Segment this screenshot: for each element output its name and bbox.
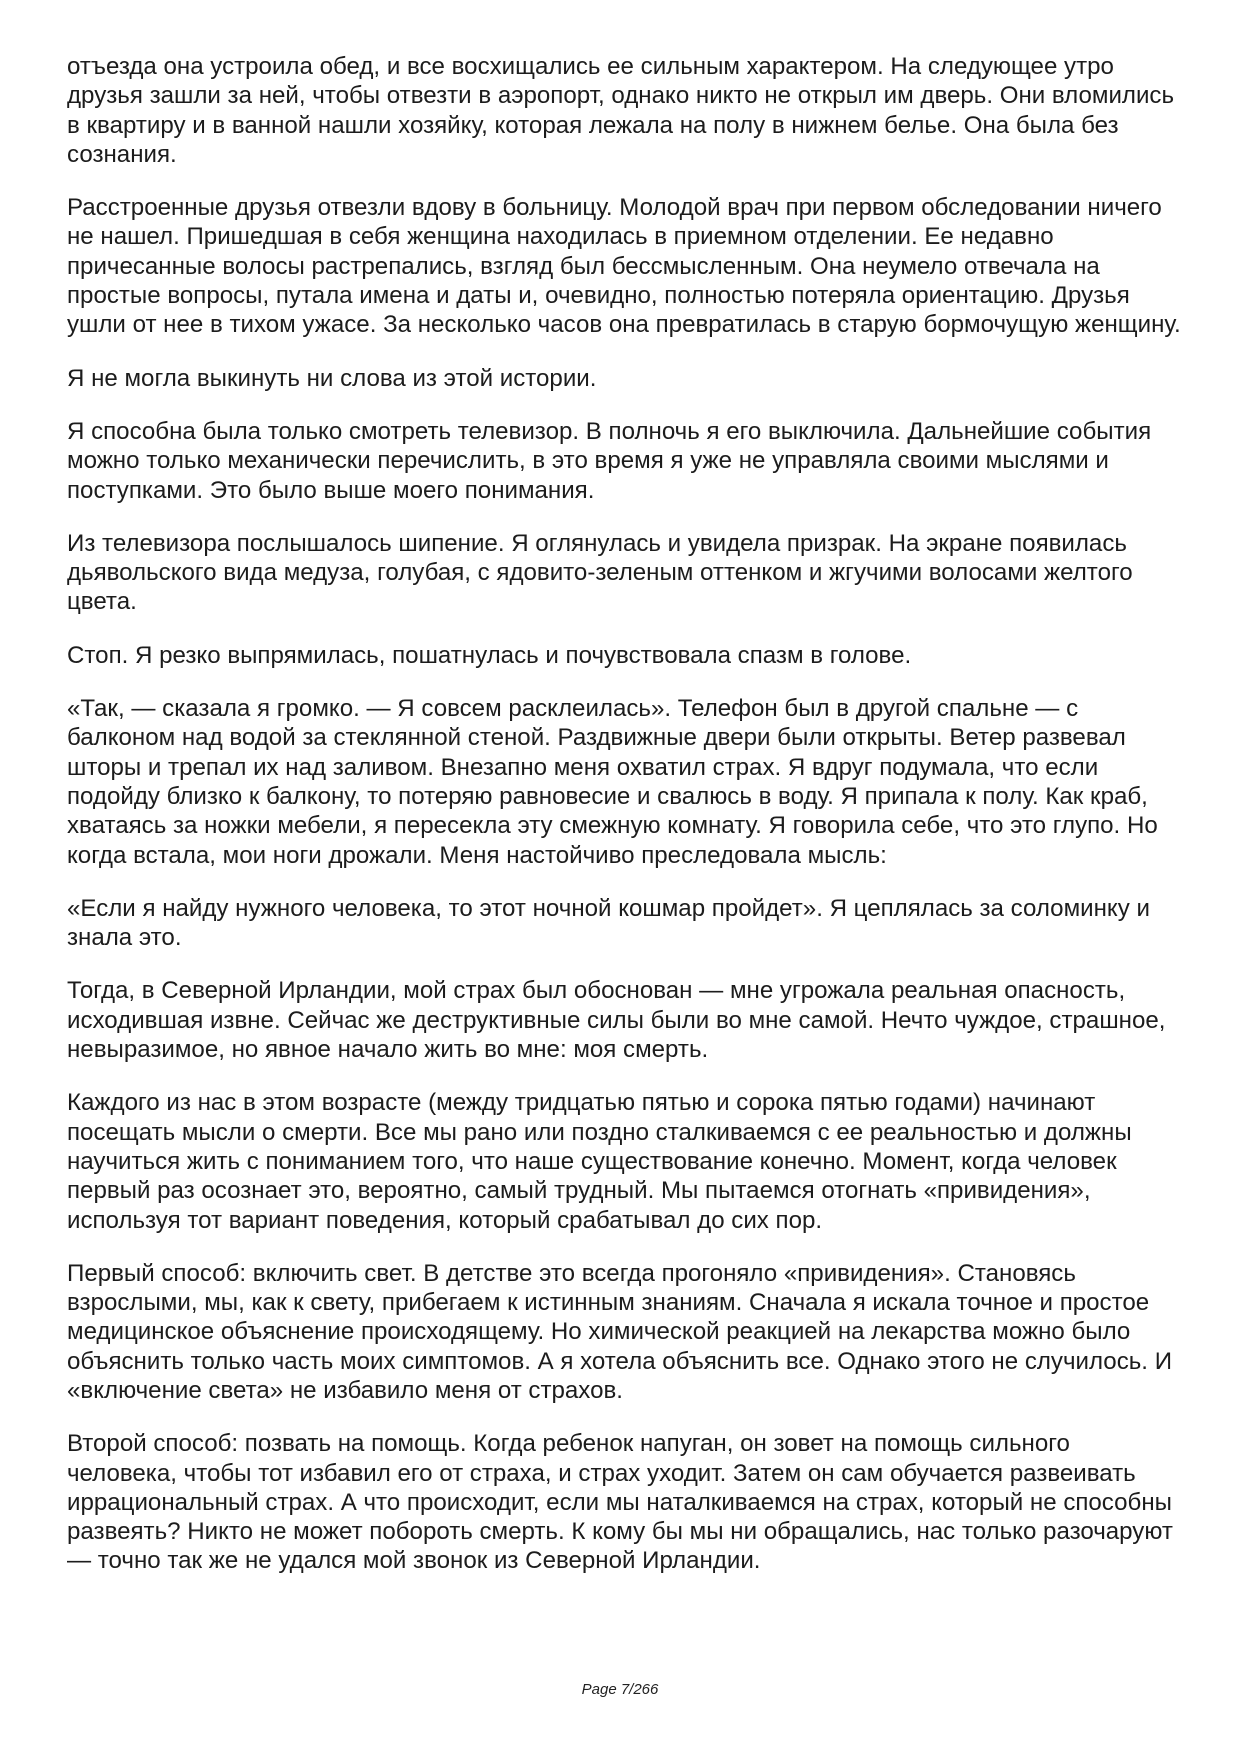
paragraph: Расстроенные друзья отвезли вдову в больницу. Молодой врач при первом обследовании ничего не нашел. Пришедшая в себя женщина находилась в приемном отделении. Ее недавно причесанные волосы растрепались, взгляд был бессмысленным. Она неумело отвечала на простые вопросы, путала имена и даты и, очевидно, полностью потеряла ориентацию. Друзья ушли от нее в тихом ужасе. За несколько часов она превратилась в старую бормочущую женщину. bbox=[67, 194, 1181, 339]
page-number-footer: Page 7/266 bbox=[581, 1681, 659, 1698]
paragraph: «Так, — сказала я громко. — Я совсем расклеилась». Телефон был в другой спальне — с балконом над водой за стеклянной стеной. Раздвижные двери были открыты. Ветер развевал шторы и трепал их над заливом. Внезапно меня охватил страх. Я вдруг подумала, что если подойду близко к балкону, то потеряю равновесие и свалюсь в воду. Я припала к полу. Как краб, хватаясь за ножки мебели, я пересекла эту смежную комнату. Я говорила себе, что это глупо. Но когда встала, мои ноги дрожали. Меня настойчиво преследовала мысль: bbox=[67, 695, 1158, 869]
paragraph: «Если я найду нужного человека, то этот ночной кошмар пройдет». Я цеплялась за соломинку и знала это. bbox=[67, 894, 1150, 952]
paragraph: Из телевизора послышалось шипение. Я оглянулась и увидела призрак. На экране появилась дьявольского вида медуза, голубая, с ядовито-зеленым оттенком и жгучими волосами желтого цвета. bbox=[67, 529, 1133, 616]
document-page bbox=[67, 52, 1182, 1600]
paragraph: Я не могла выкинуть ни слова из этой истории. bbox=[67, 364, 597, 392]
paragraph: Я способна была только смотреть телевизор. В полночь я его выключила. Дальнейшие события можно только механически перечислить, в это время я уже не управляла своими мыслями и поступками. Это было выше моего понимания. bbox=[67, 417, 1152, 504]
paragraph: Стоп. Я резко выпрямилась, пошатнулась и почувствовала спазм в голове. bbox=[67, 641, 912, 669]
paragraph: Тогда, в Северной Ирландии, мой страх был обоснован — мне угрожала реальная опасность, исходившая извне. Сейчас же деструктивные силы были во мне самой. Нечто чуждое, страшное, невыразимое, но явное начало жить во мне: моя смерть. bbox=[67, 977, 1166, 1064]
paragraph: Первый способ: включить свет. В детстве это всегда прогоняло «привидения». Становясь взрослыми, мы, как к свету, прибегаем к истинным знаниям. Сначала я искала точное и простое медицинское объяснение происходящему. Но химической реакцией на лекарства можно было объяснить только часть моих симптомов. А я хотела объяснить все. Однако этого не случилось. И «включение света» не избавило меня от страхов. bbox=[67, 1259, 1173, 1404]
paragraph: Каждого из нас в этом возрасте (между тридцатью пятью и сорока пятью годами) начинают посещать мысли о смерти. Все мы рано или поздно сталкиваемся с ее реальностью и должны научиться жить с пониманием того, что наше существование конечно. Момент, когда человек первый раз осознает это, вероятно, самый трудный. Мы пытаемся отогнать «привидения», используя тот вариант поведения, который срабатывал до сих пор. bbox=[67, 1089, 1132, 1234]
paragraph: отъезда она устроила обед, и все восхищались ее сильным характером. На следующее утро друзья зашли за ней, чтобы отвезти в аэропорт, однако никто не открыл им дверь. Они вломились в квартиру и в ванной нашли хозяйку, которая лежала на полу в нижнем белье. Она была без сознания. bbox=[67, 53, 1175, 168]
paragraph: Второй способ: позвать на помощь. Когда ребенок напуган, он зовет на помощь сильного человека, чтобы тот избавил его от страха, и страх уходит. Затем он сам обучается развеивать иррациональный страх. А что происходит, если мы наталкиваемся на страх, который не способны развеять? Никто не может побороть смерть. К кому бы мы ни обращались, нас только разочаруют — точно так же не удался мой звонок из Северной Ирландии. bbox=[67, 1430, 1173, 1575]
